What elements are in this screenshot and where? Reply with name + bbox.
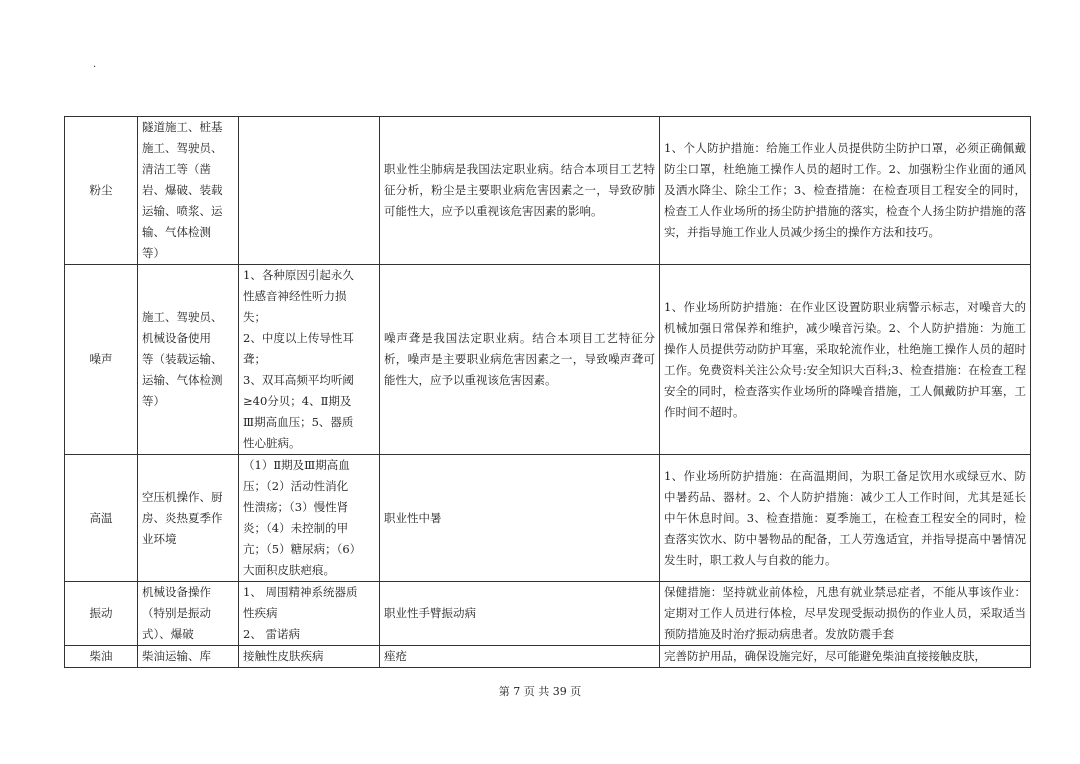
factor-cell: 噪声	[65, 265, 138, 455]
hazard-cell: 职业性中暑	[380, 455, 660, 582]
page-footer: 第 7 页 共 39 页	[498, 685, 582, 698]
hazard-cell: 职业性尘肺病是我国法定职业病。结合本项目工艺特征分析，粉尘是主要职业病危害因素之一，导致矽肺可能性大，应予以重视该危害因素的影响。	[380, 117, 660, 265]
factor-cell: 粉尘	[65, 117, 138, 265]
table-row-vibration	[65, 582, 1031, 646]
jobs-cell: 施工、驾驶员、 机械设备使用 等（装载运输、 运输、气体检测 等）	[138, 265, 239, 455]
contraindications-cell: （1）Ⅱ期及Ⅲ期高血 压；（2）活动性消化 性溃疡；（3）慢性肾 炎；（4）未控制的甲 亢；（5）糖尿病；（6） 大面积皮肤疤痕。	[239, 455, 380, 582]
hazard-cell: 职业性手臂振动病	[380, 582, 660, 646]
jobs-cell: 空压机操作、厨 房、炎热夏季作 业环境	[138, 455, 239, 582]
occupational-hazard-table	[64, 116, 1031, 668]
measures-cell: 1、作业场所防护措施：在作业区设置防职业病警示标志，对噪音大的机械加强日常保养和维护，减少噪音污染。2、个人防护措施：为施工操作人员提供劳动防护耳塞，采取轮流作业，杜绝施工操作人员的超时工作。免费资料关注公众号:安全知识大百科;3、检查措施：在检查工程安全的同时，检查落实作业场所的降噪音措施，工人佩戴防护耳塞，工作时间不超时。	[660, 265, 1031, 455]
jobs-cell: 柴油运输、库	[138, 646, 239, 668]
hazard-cell: 噪声聋是我国法定职业病。结合本项目工艺特征分析，噪声是主要职业病危害因素之一，导致噪声聋可能性大，应予以重视该危害因素。	[380, 265, 660, 455]
contraindications-cell: 接触性皮肤疾病	[239, 646, 380, 668]
table-row-noise	[65, 265, 1031, 455]
factor-cell: 柴油	[65, 646, 138, 668]
contraindications-cell: 1、 周围精神系统器质 性疾病 2、 雷诺病	[239, 582, 380, 646]
hazard-cell: 痤疮	[380, 646, 660, 668]
contraindications-cell	[239, 117, 380, 265]
header-mark: .	[93, 59, 97, 70]
contraindications-cell: 1、各种原因引起永久 性感音神经性听力损 失； 2、中度以上传导性耳 聋； 3、双耳高频平均听阈 ≥40分贝；4、Ⅱ期及 Ⅲ期高血压；5、器质 性心脏病。	[239, 265, 380, 455]
factor-cell: 高温	[65, 455, 138, 582]
table-row-heat	[65, 455, 1031, 582]
measures-cell: 保健措施：坚持就业前体检，凡患有就业禁忌症者，不能从事该作业：定期对工作人员进行体检，尽早发现受振动损伤的作业人员，采取适当预防措施及时治疗振动病患者。发放防震手套	[660, 582, 1031, 646]
measures-cell: 1、个人防护措施：给施工作业人员提供防尘防护口罩，必须正确佩戴防尘口罩，杜绝施工操作人员的超时工作。2、加强粉尘作业面的通风及洒水降尘、除尘工作；3、检查措施：在检查项目工程安全的同时，检查工人作业场所的扬尘防护措施的落实，检查个人扬尘防护措施的落实，并指导施工作业人员减少扬尘的操作方法和技巧。	[660, 117, 1031, 265]
table-row-dust	[65, 117, 1031, 265]
factor-cell: 振动	[65, 582, 138, 646]
jobs-cell: 机械设备操作 （特别是振动 式）、爆破	[138, 582, 239, 646]
jobs-cell: 隧道施工、桩基 施工、驾驶员、 清洁工等（凿 岩、爆破、装载 运输、喷浆、运 输、气体检测 等）	[138, 117, 239, 265]
measures-cell: 1、作业场所防护措施：在高温期间，为职工备足饮用水或绿豆水、防中暑药品、器材。2、个人防护措施：减少工人工作时间，尤其是延长中午休息时间。3、检查措施：夏季施工，在检查工程安全的同时，检查落实饮水、防中暑物品的配备，工人劳逸适宜，并指导提高中暑情况发生时，职工救人与自救的能力。	[660, 455, 1031, 582]
measures-cell: 完善防护用品，确保设施完好，尽可能避免柴油直接接触皮肤，	[660, 646, 1031, 668]
table-row-diesel	[65, 646, 1031, 668]
